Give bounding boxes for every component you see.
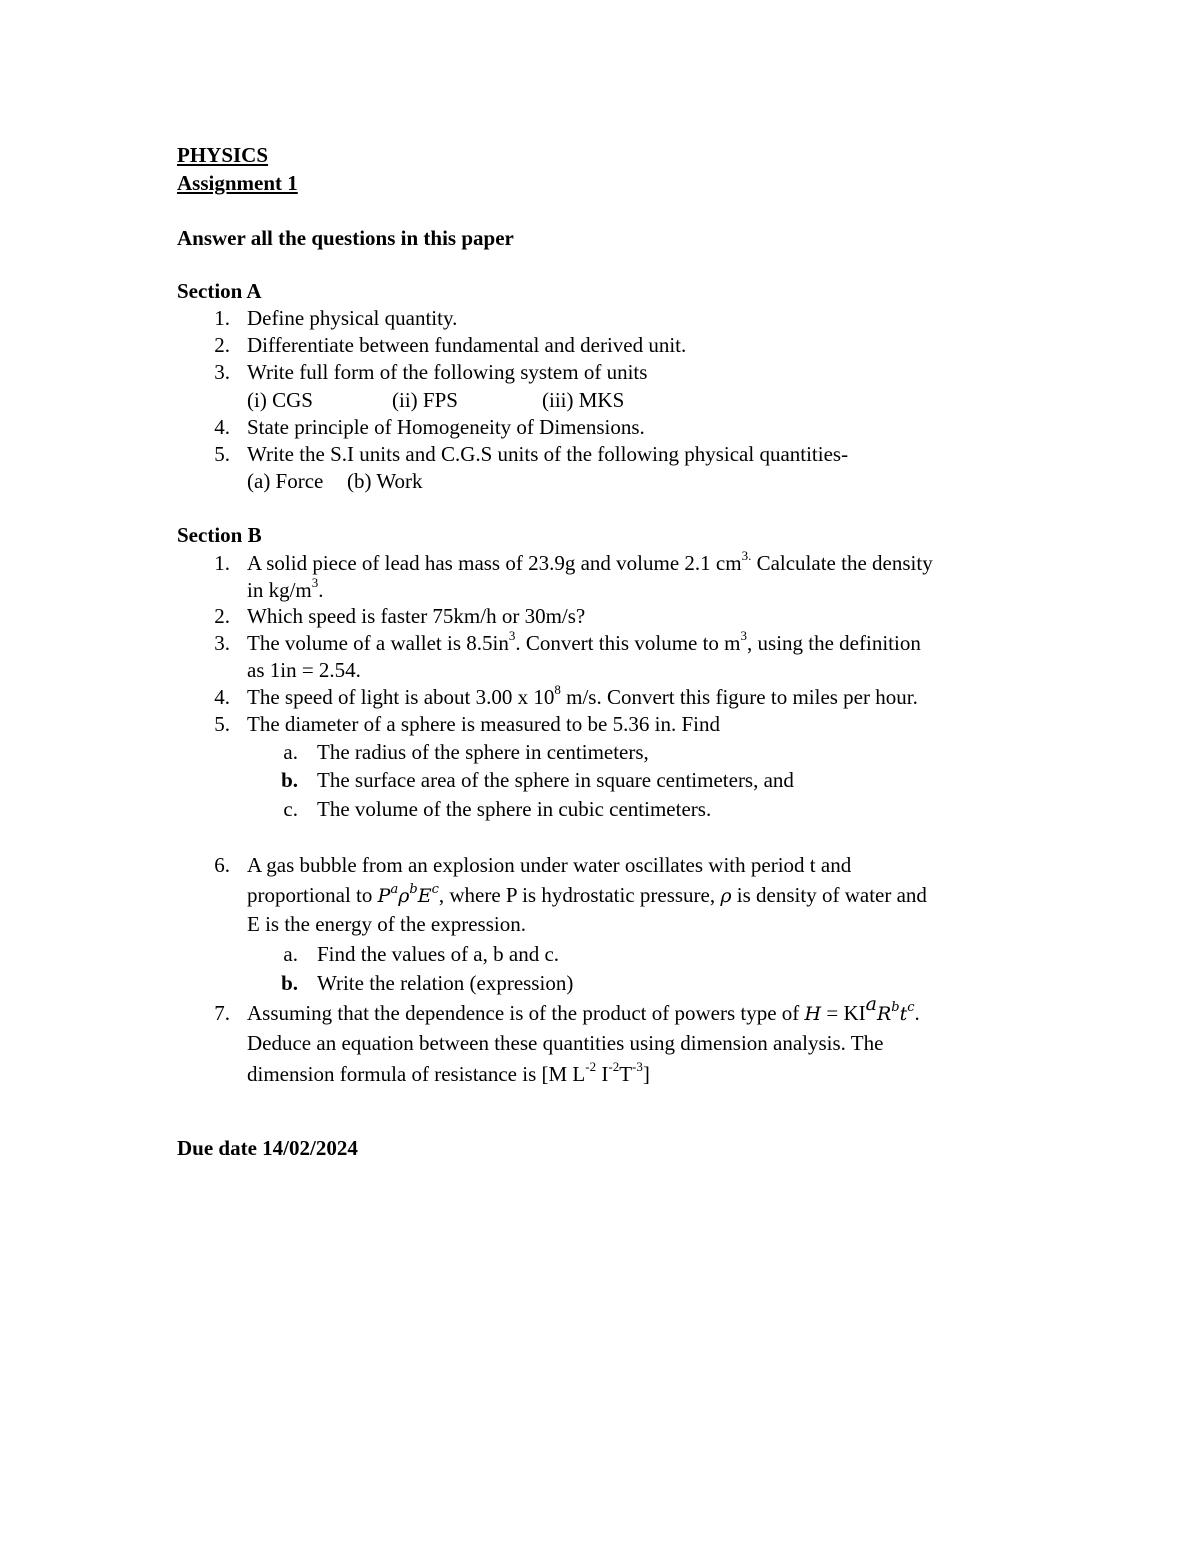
assignment-subtitle: Assignment 1: [177, 171, 298, 195]
section-b-heading: Section B: [177, 523, 262, 547]
option-fps: (ii) FPS: [392, 388, 458, 412]
option-work: (b) Work: [347, 469, 423, 493]
option-cgs: (i) CGS: [247, 388, 313, 412]
instruction: Answer all the questions in this paper: [177, 226, 514, 250]
option-mks: (iii) MKS: [542, 388, 625, 412]
page-title: PHYSICS: [177, 143, 269, 167]
section-a-heading: Section A: [177, 279, 262, 303]
due-date: Due date 14/02/2024: [177, 1136, 358, 1160]
assignment-page: PHYSICS Assignment 1 Answer all the questions in this paper Section A 1. Define physical quantity. 2. Differentiate between fundamental and derived unit. 3. Write full form of the following system of units (i) CGS (ii) FPS (iii) MKS 4. State principle of Homogeneity of Dimensions. 5. Write the S.I units and C.G.S units of the following physical quantities- (a) Force (b) Work Section B 1. A solid piece of lead has mass of 23.9g and volume 2.1 $cm^{3.}$ Calculate the density in $kg/m^3$. 2. Which speed is faster 75km/h or 30m/s? 3. The volume of a wallet is $8.5in^3$. Convert this volume to $m^3$, using the definition as 1in = 2.54. 4. The speed of light is about 3.00 x $10^8$ m/s. Convert this figure to miles per hour. 5. The diameter of a sphere is measured to be 5.36 in. Find a. The radius of the sphere in centimeters, b. The surface area of the sphere in square centimeters, and c. The volume of the sphere in cubic centimeters. 6. A gas bubble from an explosion under water oscillates with period t and proportional to $P^a\rho^bE^c$, where P is hydrostatic pressure, ρ is density of water and E is the energy of the expression. a. Find the values of a, b and c. b. Write the relation (expression) 7. Assuming that the dependence is of the product of powers type of $H = KI^aR^bt^c$. Deduce an equation between these quantities using dimension analysis. The dimension formula of resistance is [M $L^{-2}$ $I^{-2}T^{-3}$] Due date 14/02/2024: [177, 143, 933, 1160]
option-force: (a) Force: [247, 469, 324, 493]
